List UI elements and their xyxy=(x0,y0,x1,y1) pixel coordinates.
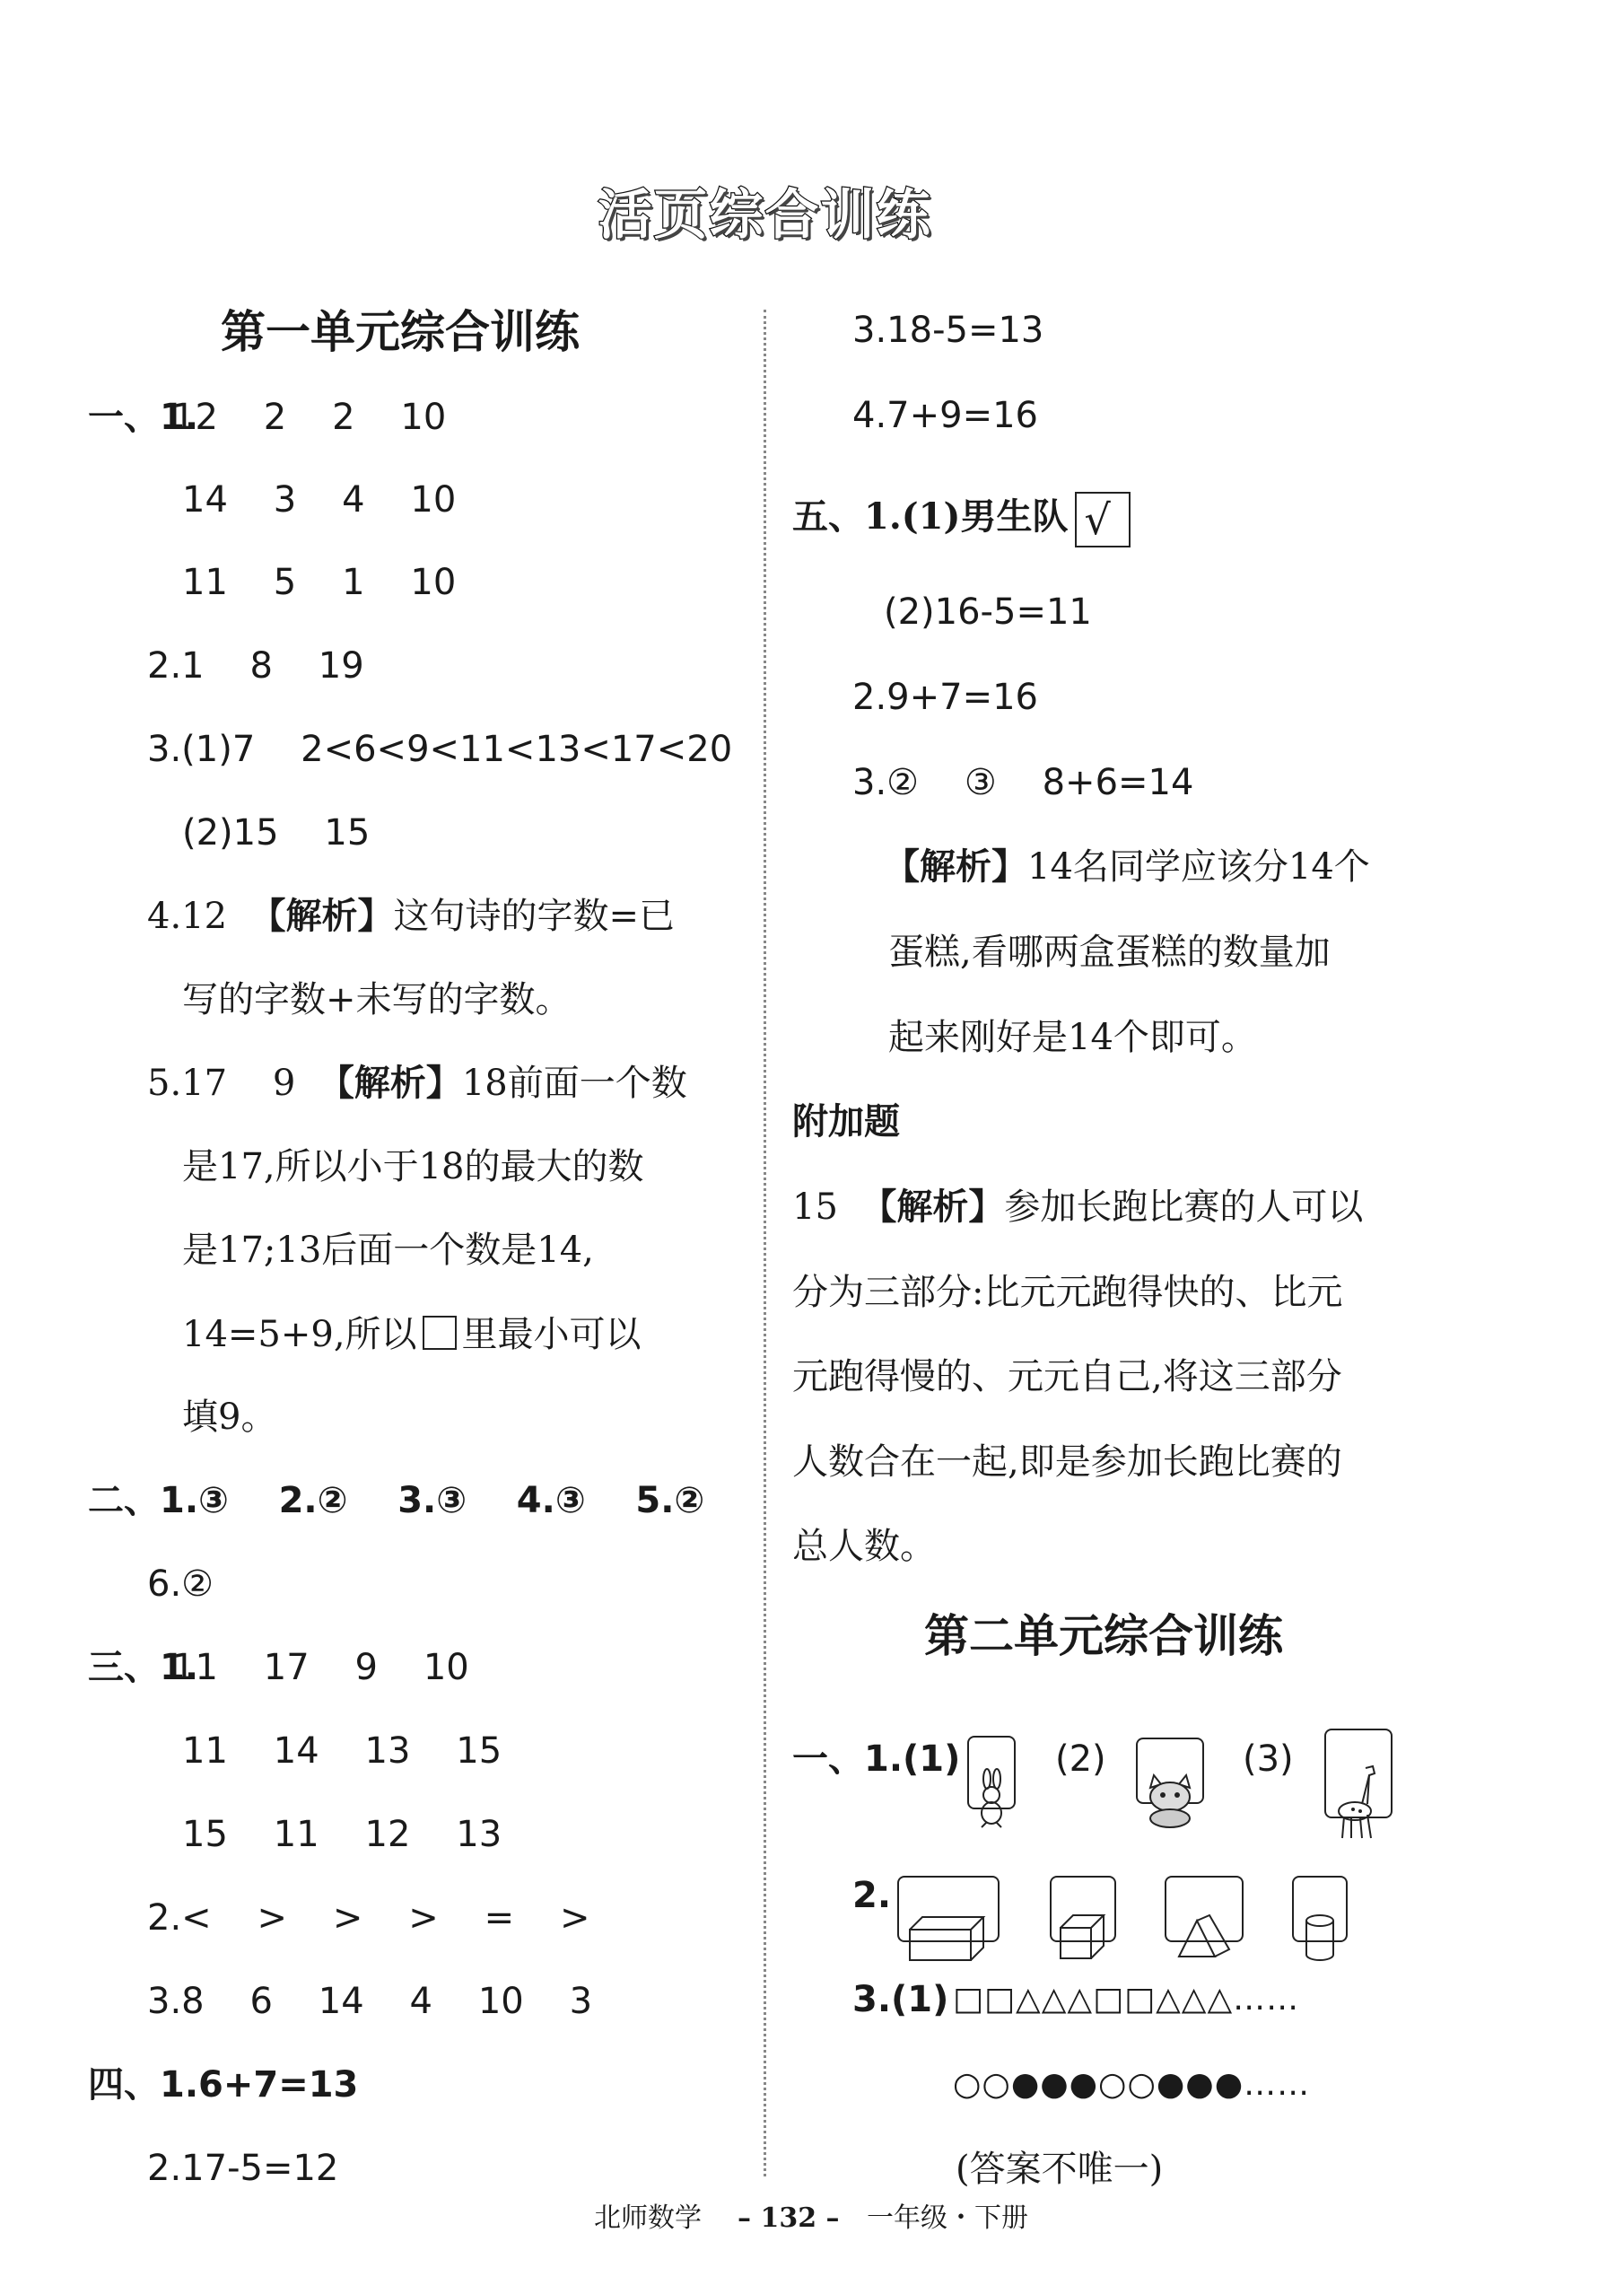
p1-5-text: 18前面一个数 xyxy=(461,1063,687,1104)
p5-jiexi-1 xyxy=(884,845,1370,888)
checkmark-icon xyxy=(1075,492,1131,547)
p1-3b: (2)15 15 xyxy=(182,812,371,854)
p5-3: 3.② ③ 8+6=14 xyxy=(852,762,1194,803)
s2-3-label: 3.(1) xyxy=(852,1979,949,2020)
p1-5e: 填9。 xyxy=(182,1397,277,1438)
p5-jiexi-3: 起来刚好是14个即可。 xyxy=(888,1017,1257,1058)
p3-row-2: 11 14 13 15 xyxy=(182,1730,502,1772)
p3-3: 3.8 6 14 4 10 3 xyxy=(147,1981,593,2022)
p1-5c: 是17;13后面一个数是14, xyxy=(182,1230,594,1271)
p1-4a xyxy=(147,895,676,937)
p1-5d-pre: 14=5+9,所以 xyxy=(182,1314,417,1355)
cuboid-icon xyxy=(888,1861,1000,1942)
p1-row-1: 12 2 2 10 xyxy=(172,397,447,438)
p2-a: 二、1.③ 2.② 3.③ 4.③ 5.② xyxy=(88,1480,705,1521)
section2-title: 第二单元综合训练 xyxy=(924,1610,1283,1662)
p5-1a-text: 五、1.(1)男生队 xyxy=(792,495,1069,538)
extra-title: 附加题 xyxy=(792,1101,900,1143)
blank-box-icon xyxy=(423,1316,457,1350)
page-title: 活页综合训练 xyxy=(598,184,932,247)
p1-5d-post: 里最小可以 xyxy=(461,1314,642,1355)
jiexi-tag: 【解析】 xyxy=(249,895,394,937)
cube-icon xyxy=(1041,1861,1116,1942)
triangular-prism-icon xyxy=(1156,1861,1244,1942)
p3-label: 三、1. xyxy=(88,1647,199,1688)
s2-3-shapes: □□△△△□□△△△…… xyxy=(953,1981,1300,2018)
jiexi-tag: 【解析】 xyxy=(318,1062,462,1104)
extra-line-1 xyxy=(792,1186,1364,1228)
p4-1: 四、1.6+7=13 xyxy=(88,2064,359,2106)
s2-note: (答案不唯一) xyxy=(956,2149,1164,2190)
footer-page-number: – 132 – xyxy=(738,2202,840,2234)
p5-jiexi-2: 蛋糕,看哪两盒蛋糕的数量加 xyxy=(888,932,1331,973)
p3-row-1: 11 17 9 10 xyxy=(172,1647,469,1688)
jiexi-tag: 【解析】 xyxy=(860,1186,1005,1228)
p1-label: 一、1. xyxy=(88,397,199,438)
p5-2: 2.9+7=16 xyxy=(852,677,1038,718)
checkmark-glyph: √ xyxy=(1084,495,1111,544)
footer-grade: 一年级・下册 xyxy=(867,2202,1028,2234)
section1-title: 第一单元综合训练 xyxy=(221,306,580,358)
p3-row-3: 15 11 12 13 xyxy=(182,1814,502,1855)
footer-subject: 北师数学 xyxy=(594,2202,702,2234)
p1-row-2: 14 3 4 10 xyxy=(182,479,457,521)
column-divider xyxy=(764,310,766,2176)
cat-icon xyxy=(1127,1723,1204,1804)
p5-1b: (2)16-5=11 xyxy=(884,591,1092,633)
s2-2-label: 2. xyxy=(852,1875,892,1916)
p1-2: 2.1 8 19 xyxy=(147,645,364,687)
p1-row-3: 11 5 1 10 xyxy=(182,562,457,603)
p5-jiexi-text: 14名同学应该分14个 xyxy=(1027,846,1370,888)
cylinder-icon xyxy=(1283,1861,1348,1942)
p1-5d xyxy=(182,1316,642,1353)
p1-4-text: 这句诗的字数=已 xyxy=(393,896,676,937)
s2-3-dots: ○○●●●○○●●●…… xyxy=(953,2066,1311,2103)
extra-text-1: 参加长跑比赛的人可以 xyxy=(1004,1186,1364,1228)
p1-4-num: 4.12 xyxy=(147,896,250,937)
p1-3a: 3.(1)7 2<6<9<11<13<17<20 xyxy=(147,729,733,770)
s2-1-3-label: (3) xyxy=(1243,1738,1294,1780)
p3-2: 2.< > > > = > xyxy=(147,1897,590,1939)
p1-4b: 写的字数+未写的字数。 xyxy=(182,979,572,1020)
extra-line-4: 人数合在一起,即是参加长跑比赛的 xyxy=(792,1441,1342,1483)
extra-line-5: 总人数。 xyxy=(792,1526,936,1567)
p1-5a xyxy=(147,1062,687,1104)
extra-num: 15 xyxy=(792,1186,861,1228)
jiexi-tag: 【解析】 xyxy=(884,845,1027,888)
p2-b: 6.② xyxy=(147,1563,214,1605)
rabbit-icon xyxy=(958,1721,1016,1809)
r4: 4.7+9=16 xyxy=(852,395,1038,436)
extra-line-2: 分为三部分:比元元跑得快的、比元 xyxy=(792,1272,1343,1313)
p1-5b: 是17,所以小于18的最大的数 xyxy=(182,1146,644,1187)
giraffe-icon xyxy=(1315,1714,1393,1818)
s2-1-2-label: (2) xyxy=(1055,1738,1106,1780)
r3: 3.18-5=13 xyxy=(852,310,1044,351)
page-number: 132 xyxy=(760,2202,817,2234)
extra-line-3: 元跑得慢的、元元自己,将这三部分 xyxy=(792,1356,1342,1397)
p5-1a xyxy=(792,492,1131,547)
s2-1-label: 一、1.(1) xyxy=(792,1738,961,1780)
p1-5-num: 5.17 9 xyxy=(147,1063,319,1104)
p4-2: 2.17-5=12 xyxy=(147,2148,339,2189)
